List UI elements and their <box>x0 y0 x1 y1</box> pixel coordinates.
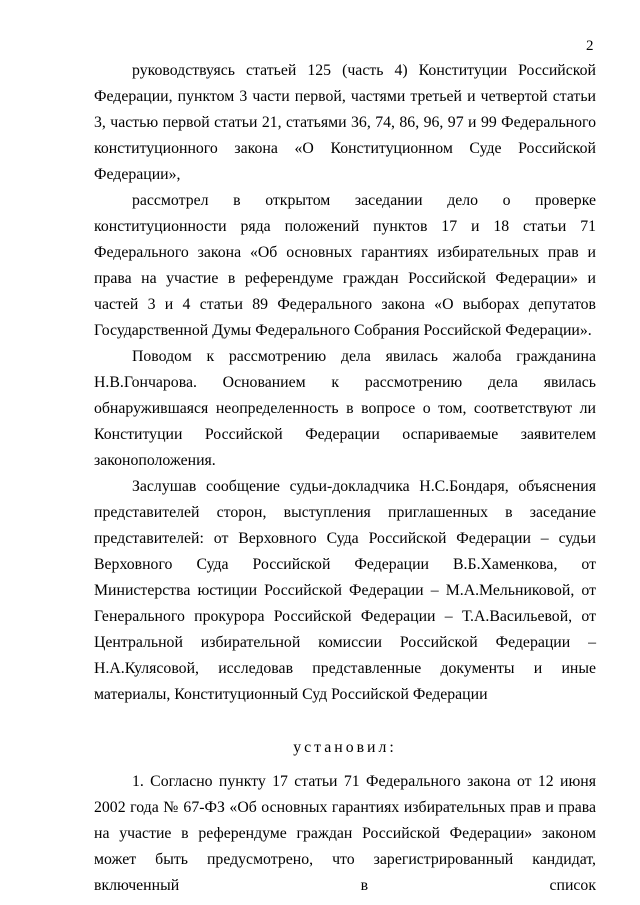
section-heading: установил: <box>293 739 397 756</box>
paragraph-hearing: Заслушав сообщение судьи-докладчика Н.С.Бондаря, объяснения представителей сторон, выступления приглашенных в заседание представителей: от Верховного Суда Российской Федерации – судьи Верховного Суда Российской Федерации В.Б.Хаменкова, от Министерства юстиции Российской Федерации – М.А.Мельниковой, от Генерального прокурора Российской Федерации – Т.А.Васильевой, от Центральной избирательной комиссии Российской Федерации – Н.А.Кулясовой, исследовав представленные документы и иные материалы, Конституционный Суд Российской Федерации <box>94 478 596 703</box>
paragraph-grounds: Поводом к рассмотрению дела явилась жалоба гражданина Н.В.Гончарова. Основанием к рассмотрению дела явилась обнаружившаяся неопределенность в вопросе о том, соответствуют ли Конституции Российской Федерации оспариваемые заявителем законоположения. <box>94 348 596 469</box>
paragraph-case-subject: рассмотрел в открытом заседании дело о проверке конституционности ряда положений пунктов 17 и 18 статьи 71 Федерального закона «Об основных гарантиях избирательных прав и права на участие в референдуме граждан Российской Федерации» и частей 3 и 4 статьи 89 Федерального закона «О выборах депутатов Государственной Думы Федерального Собрания Российской Федерации». <box>94 192 596 339</box>
page-number: 2 <box>586 38 594 54</box>
document-body <box>94 58 596 899</box>
paragraph-legal-basis: руководствуясь статьей 125 (часть 4) Конституции Российской Федерации, пунктом 3 части первой, частями третьей и четвертой статьи 3, частью первой статьи 21, статьями 36, 74, 86, 96, 97 и 99 Федерального конституционного закона «О Конституционном Суде Российской Федерации», <box>94 62 596 183</box>
paragraph-article-17: 1. Согласно пункту 17 статьи 71 Федерального закона от 12 июня 2002 года № 67-ФЗ «Об основных гарантиях избирательных прав и права на участие в референдуме граждан Российской Федерации» законом может быть предусмотрено, что зарегистрированный кандидат, включенный в список <box>94 773 596 894</box>
